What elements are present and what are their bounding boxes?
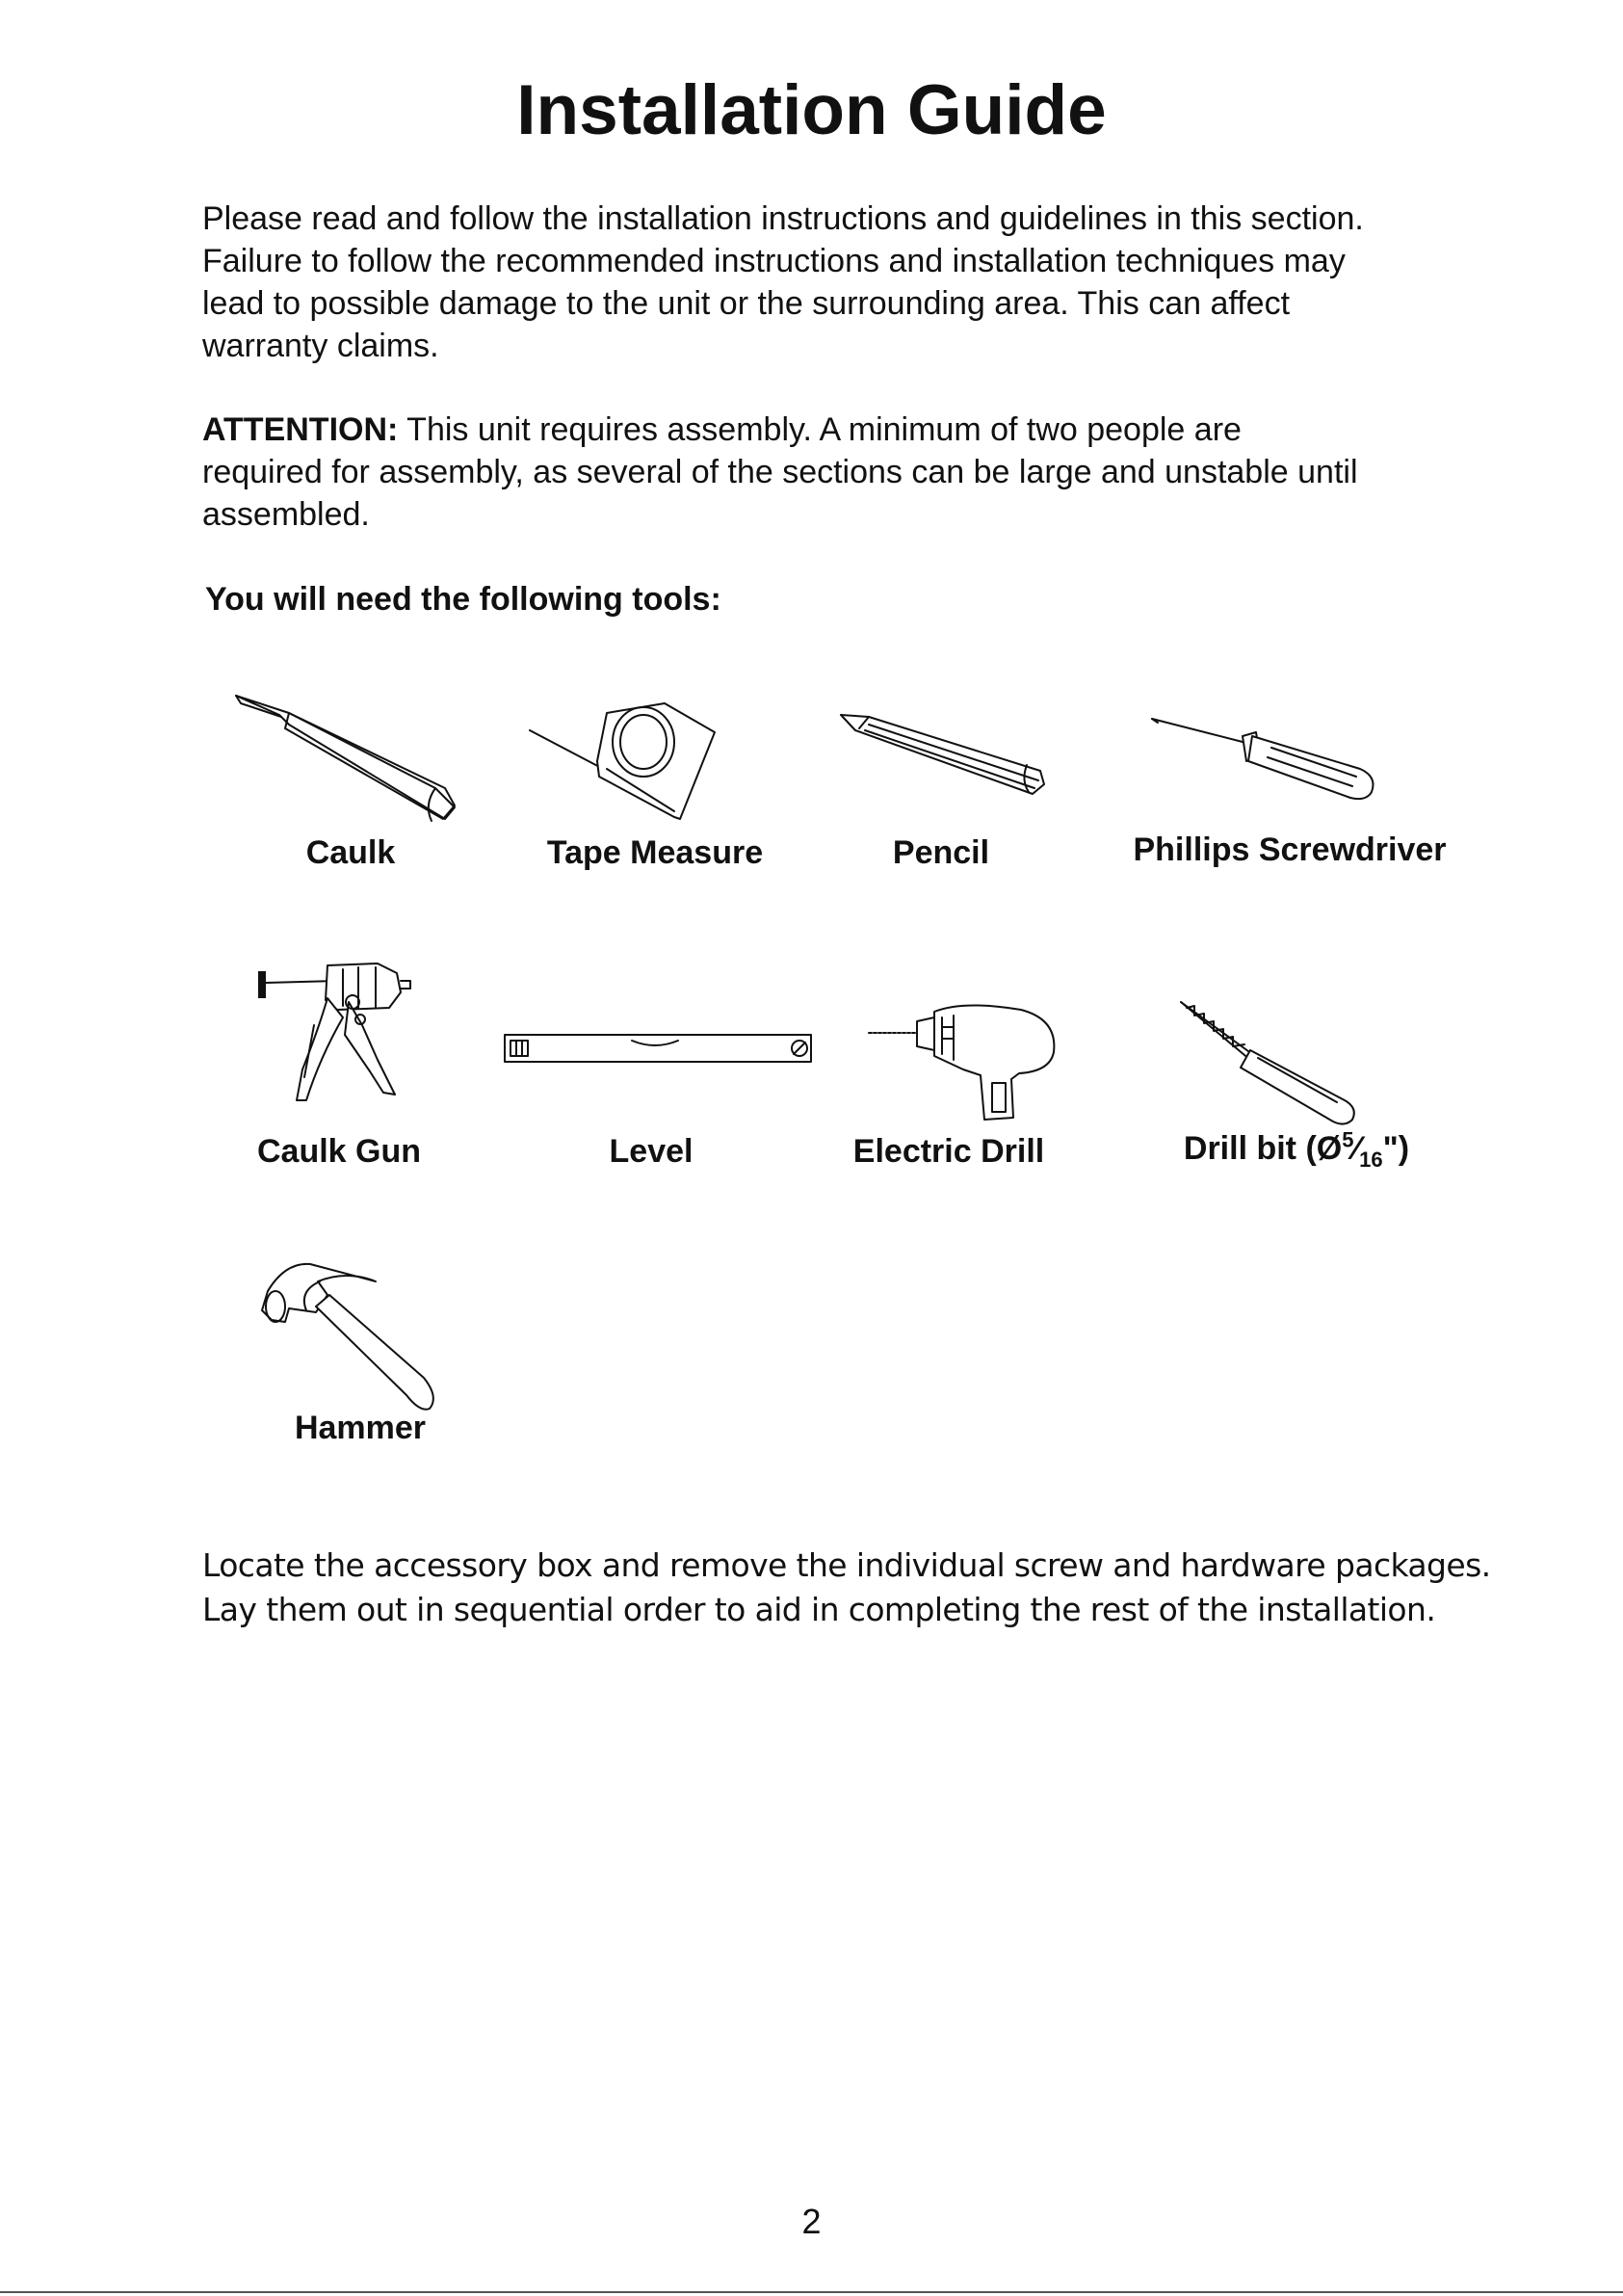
hammer-icon xyxy=(0,0,1,1)
tool-label: Phillips Screwdriver xyxy=(1133,831,1447,868)
intro-paragraph: Please read and follow the installation instructions and guidelines in this section. Failure to follow the recommended instructions and installation techniques may lead to possible damage to the unit or the surrounding area. This can affect warranty claims. xyxy=(202,200,1364,364)
outro-paragraph: Locate the accessory box and remove the individual screw and hardware packages. Lay them out in sequential order to aid in completing the rest of the installation. xyxy=(202,1546,1491,1628)
drill-bit-label-sup: 5 xyxy=(1342,1127,1354,1152)
tool-label: Pencil xyxy=(892,834,990,871)
bottom-rule xyxy=(0,2291,1623,2293)
tool-label: Caulk xyxy=(305,834,396,871)
page-title: Installation Guide xyxy=(516,71,1107,149)
tool-label: Electric Drill xyxy=(852,1133,1045,1170)
tool-label: Caulk Gun xyxy=(256,1133,422,1170)
drill-bit-label-sub: 16 xyxy=(1359,1147,1383,1172)
tool-label: Hammer xyxy=(294,1410,427,1446)
attention-paragraph xyxy=(202,409,1493,536)
attention-text: This unit requires assembly. A minimum of two people are required for assembly, as several of the sections can be large and unstable until assembled. xyxy=(202,411,1358,533)
drill-bit-label-slash: ⁄ xyxy=(1353,1130,1360,1167)
tool-label: Tape Measure xyxy=(546,834,764,871)
drill-bit-label-suffix: ") xyxy=(1382,1130,1410,1167)
page-number: 2 xyxy=(801,2202,822,2241)
drill-bit-label-prefix: Drill bit (Ø xyxy=(1183,1130,1343,1167)
tools-heading: You will need the following tools: xyxy=(205,581,721,618)
tool-label: Level xyxy=(609,1133,694,1170)
drill-bit-label xyxy=(1183,1127,1410,1172)
attention-label: ATTENTION: xyxy=(202,411,399,448)
